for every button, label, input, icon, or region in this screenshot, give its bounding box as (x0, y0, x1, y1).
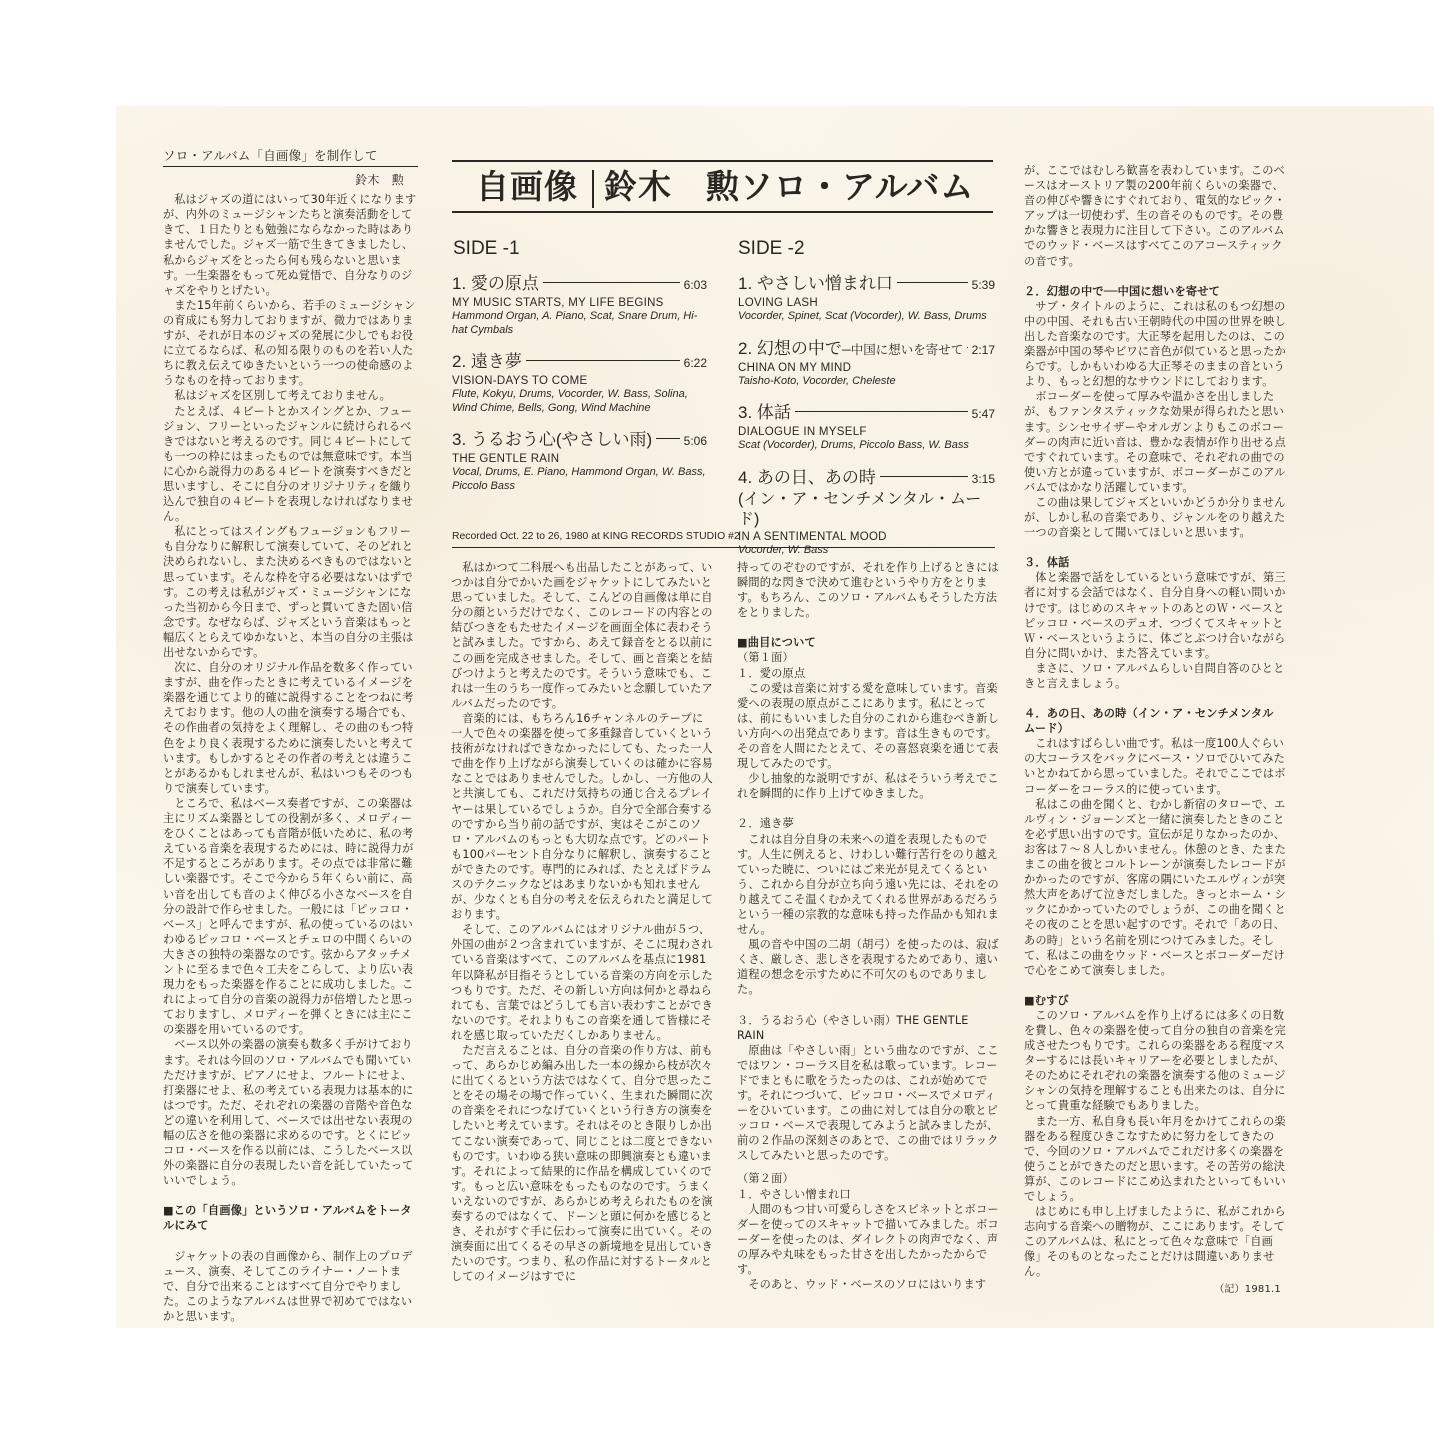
track-duration: 6:22 (683, 356, 707, 370)
track-duration: 2:17 (971, 342, 995, 357)
track-item (452, 429, 707, 493)
songs-heading: ■曲目について (737, 636, 816, 650)
track-duration: 5:47 (971, 407, 995, 421)
side-2-tracklist (738, 273, 995, 571)
closing-paragraph: はじめにも申し上げましたように、私がこれから志向する音楽への贈物が、ここにあります。そしてこのアルバムは、私にとって色々な意味で「自画像」そのものとなったことだけは間違いありません。 (1024, 1205, 1286, 1279)
song-note: ボコーダーを使って厚みや温かさを出しましたが、もファンタスティックな効果が得られたと思います。シンセサイザーやオルガンよりもこのボコーダーの肉声に近い音は、豊かな表情が作り出せる点ですぐれています。その意味で、それぞれの曲での使い方とが違っていますが、ボコーダーがこのアルバムではかなり活躍しています。 (1024, 390, 1286, 494)
signature-date: （記）1981.1 (1214, 1283, 1281, 1295)
track-title: 4. あの日、あの時 (738, 467, 876, 487)
song-heading: ２．幻想の中で──中国に想いを寄せて (1024, 284, 1221, 298)
essay-left-column (163, 148, 418, 1324)
title-divider (592, 170, 594, 208)
track-instruments: Scat (Vocorder), Drums, Piccolo Bass, W. Bass (738, 439, 969, 451)
track-subtitle: (イン・ア・センチメンタル・ムード) (738, 490, 982, 528)
song-note: そのあと、ウッド・ベースのソロにはいります (748, 1278, 987, 1292)
essay-paragraph: ベース以外の楽器の演奏も数多く手がけております。それは今回のソロ・アルバムでも聞いていただけますが、ピアノにせよ、フルートにせよ、打楽器にせよ、私の考えている表現力は基本的にはつです。ただ、それぞれの楽器の音階や音色などの違いを利用して、ベースでは出せない表現の幅の広さを他の楽器に求めるのです。とくにピッコロ・ベースを作る以前には、こうしたベース以外の楽器に自分の表現したい音を託していたっていいでしょう。 (163, 1038, 414, 1188)
essay-paragraph: 私にとってはスイングもフュージョンもフリーも自分なりに解釈して演奏していて、そのどれと決められないし、また決めるべきものではないと思っています。そんな枠を守る必要はないはずです。この考えは私がジャズ・ミュージシャンになった当初から今日まで、ずっと貫いてきた固い信念です。なぜならば、ジャズという音楽はもっと幅広くとらえてゆかないと、本当の自分の主張は出せないからです。 (163, 525, 414, 659)
essay-paragraph: たとえば、４ビートとかスイングとか、フュージョン、フリーといったジャンルに続けられるべきではないと考えるのです。同じ４ビートにしても一つの枠にはまったものでは無意味です。本当に心から説得力のある４ビートを演奏すべきだと思いますし、そこに自分のオリジナリティを織り込んで独自の４ビートを表現しなければなりません。 (163, 404, 414, 524)
track-english-title: IN A SENTIMENTAL MOOD (738, 530, 887, 543)
song-heading: ３．うるおう心（やさしい雨）THE GENTLE RAIN (737, 1013, 969, 1042)
song-note: 体と楽器で話をしているという意味ですが、第三者に対する会話ではなく、自分自身への軽い問いかけです。はじめのスキャットのあとのＷ・ベースとピッコロ・ベースのデュオ、つづくてスキャットとＷ・ベースというように、体ごとぶつけ合いながら自分に問いかけ、また答えています。 (1024, 571, 1286, 660)
album-title-artist: 鈴木 勲ソロ・アルバム (604, 167, 975, 206)
track-title: 3. うるおう心(やさしい雨) (452, 430, 653, 449)
track-english-title: THE GENTLE RAIN (452, 453, 560, 465)
song-note: 人間のもつ甘い可愛らしさをスピネットとボコーダーを使ってのスキャットで描いてみました。ボコーダーを使ったのは、ダイレクトの肉声でなく、声の厚みや丸味をもった甘さを出したかったからです。 (737, 1202, 999, 1277)
essay-paragraph: ところで、私はベース奏者ですが、この楽器は主にリズム楽器としての役割が多く、メロディーをひくことはあっても音階が低いために、私の考えている音楽を表現するためには、時に説得力が不足するところがあります。その点では非常に難しい楽器です。そこで今から５年くらい前に、高い音を出しても音のよく伸びる小さなベースを自分の設計で作らせました。一般には「ピッコロ・ベース」と呼んでますが、私の使っているのはいわゆるピッコロ・ベースとチェロの中間くらいの大きさの独特の楽器なのです。弦からアタッチメントに至るまで色々工夫をこらして、より広い表現力をもった楽器を作ることに成功しました。これによって自分の音楽の説得力が倍増したと思っておりますし、メロディーを弾くときには主にこの楽器を用いているのです。 (163, 796, 414, 1037)
track-duration: 6:03 (683, 278, 707, 292)
song-heading: ４．あの日、あの時（イン・ア・センチメンタル ムード） (1024, 707, 1274, 736)
essay-paragraph: 音楽的には、もちろん16チャンネルのテープに一人で色々の楽器を使って多重録音していくという技術がなければできなかったにしても、たった一人で曲を作り上げながら演奏していくのは確かに容易なことではありませんでした。しかし、一方他の人と共演しても、これだけ気持ちの通じ合えるプレイヤーは果しているでしょうか。自分で全部合奏するのですから当り前の話ですが、実はそこがこのソロ・アルバムのもっとも大切な点です。どのパートも100パーセント自分なりに解釈し、演奏することができたのです。専門的にみれば、たとえばドラムスのテクニックなどはあまりないかも知れませんが、少なくとも自分の考えを伝えられたと満足しております。 (451, 711, 713, 922)
track-english-title: LOVING LASH (738, 297, 818, 309)
album-title-main: 自画像 (476, 167, 578, 206)
track-instruments: Vocorder, Spinet, Scat (Vocorder), W. Bass, Drums (738, 310, 987, 322)
essay-paragraph: 私はジャズを区別して考えておりません。 (174, 389, 391, 403)
track-instruments: Flute, Kokyu, Drums, Vocorder, W. Bass, Solina, Wind Chime, Bells, Gong, Wind Machine (452, 388, 688, 414)
song-note: まさに、ソロ・アルバムらしい自問自答のひとときと言えましょう。 (1024, 661, 1285, 690)
essay-paragraph: ただ言えることは、自分の音楽の作り方は、前もって、あらかじめ編み出した一本の線から枝が次々に出てくるという方法ではなくて、自分で思ったことをその場その場で作っていく、生まれた瞬間に次の音楽をそれにつなげていくという行き方の演奏をしたいと考えています。それはそのとき限りしか出てこない演奏であって、同じことは二度とできないものです。いわゆる狭い意味の即興演奏とも違います。それによって結果的に作品を構成していくのです。もっと広い意味をもったものなのです。うまくいえないのですが、あらかじめ考えられたものを演奏するのではなくて、ドーンと頭に何かを感じるとき、それがすぐ手に伝わって演奏に出ていく。その演奏面に出てくるその早さの新境地を見出していきたいのです。つまり、私の作品に対するトータルとしてのイメージはすでに (451, 1044, 713, 1284)
closing-paragraph: また一方、私自身も長い年月をかけてこれらの楽器をある程度ひきこなすために努力をしてきたので、今回のソロ・アルバムでこれだけ多くの楽器を使うことができたのだと思います。その苦労の総決算が、このレコードにこめ込まれたといってもいいでしょう。 (1024, 1114, 1286, 1203)
song-note: 私はこの曲を聞くと、むかし新宿のタローで、エルヴィン・ジョーンズと一緒に演奏したときのことを必ず思い出すのです。宣伝が足りなかったのか、お客は７～８人しかいません。休憩のとき、たまたまこの曲を彼とコルトレーンが演奏したレコードがかかったのですが、客席の隅にいたエルヴィンが突然大声をあげて泣きだしました。きっとホーム・シックにかかっていたのでしょうが、この曲を聞くとその夜のことを思い起すのです。それで「あの日、あの時」という名前を別につけてみました。そして、私はこの曲をウッド・ベースとボコーダーだけで心をこめて演奏しました。 (1024, 797, 1287, 977)
track-item (452, 351, 707, 415)
side-1-heading: SIDE -1 (453, 238, 520, 259)
track-title: 1. 愛の原点 (452, 274, 539, 293)
essay-paragraph: そして、このアルバムにはオリジナル曲が５つ、外国の曲が２つ含まれていますが、そこに現わされている音楽はすべて、このアルバムを基点に1981年以降私が目指そうとしている音楽の方向を示したつもりです。ただ、その新しい方向は何かと尋ねられても、言葉ではどうしても言い表わすことができないのです。それよりもこの音楽を通して皆様にそれを感じ取っていただくしかありません。 (451, 923, 713, 1042)
track-title-sub: ─中国に想いを寄せて (841, 342, 964, 357)
essay-author: 鈴木 勲 (355, 173, 404, 188)
track-duration: 5:39 (971, 278, 995, 292)
essay-middle-column-2 (737, 560, 999, 1292)
recording-credit: Recorded Oct. 22 to 26, 1980 at KING RECORDS STUDIO #2 (452, 530, 995, 548)
track-instruments: Vocal, Drums, E. Piano, Hammond Organ, W. Bass, Piccolo Bass (452, 466, 706, 492)
track-instruments: Hammond Organ, A. Piano, Scat, Snare Drum, Hi-hat Cymbals (452, 310, 698, 336)
side-1-tracklist (452, 273, 707, 507)
side-2-heading: SIDE -2 (738, 238, 805, 259)
side-label: （第２面） (737, 1172, 794, 1186)
track-english-title: DIALOGUE IN MYSELF (738, 426, 867, 438)
song-heading: ２．遠き夢 (737, 817, 794, 831)
track-instruments: Vocorder, W. Bass (738, 543, 829, 556)
track-instruments: Taisho-Koto, Vocorder, Cheleste (738, 374, 896, 387)
track-duration: 5:06 (683, 434, 707, 448)
track-english-title: MY MUSIC STARTS, MY LIFE BEGINS (452, 297, 664, 309)
track-item (452, 273, 707, 337)
track-english-title: VISION-DAYS TO COME (452, 375, 588, 387)
song-note: これは自分自身の未来への道を表現したものです。人生に例えると、けわしい難行苦行をのり越えていった暁に、ついにはご来光が見えてくるという、これから自分が立ち向う遠い先には、それをのり越えてこそ温くむかえてくれる世界があるだろうという一種の宗教的な意味も持った作品かも知れません。 (737, 832, 999, 937)
closing-heading: ■むすび (1024, 993, 1069, 1007)
track-item (738, 402, 995, 453)
song-note: サブ・タイトルのように、これは私のもつ幻想の中の中国、それも古い王朝時代の中国の世界を映し出した音楽なのです。大正琴を起用したのは、この楽器が中国の琴やビワに音色が似ていると思ったからです。しかもいわゆる大正琴そのままの音というより、もっと幻想的なサウンドにしております。 (1024, 299, 1286, 389)
song-heading: ３．体話 (1024, 556, 1070, 570)
track-title: 2. 遠き夢 (452, 352, 522, 371)
essay-heading: ソロ・アルバム「自画像」を制作して (163, 148, 418, 167)
track-title: 1. やさしい憎まれ口 (738, 274, 893, 293)
essay-paragraph: また15年前くらいから、若手のミュージシャンの育成にも努力しておりますが、微力ではありますが、それが日本のジャズの発展に少しでもお役に立てるならば、私の知る限りのものを若い人たちに教え伝えてゆきたいという一つの使命感のようなものを持っております。 (163, 298, 416, 388)
essay-paragraph: 私はかつて二科展へも出品したことがあって、いつかは自分でかいた画をジャケットにしてみたいと思っていました。そして、こんどの自画像は単に自分の顔というだけでなく、このレコードの内容との結びつきをもたせたイメージを画面全体に表わそうと試みました。ですから、あえて録音をとる以前にこの画を完成させました。そして、画と音楽とを結びつけようと考えたのです。そういう意味でも、これは一生のうち一度作ってみたいと念願していたアルバムだったのです。 (451, 561, 713, 710)
section-heading-total: ■この「自画像」というソロ・アルバムをトータルにみて (163, 1204, 412, 1233)
track-title: 3. 体話 (738, 403, 791, 422)
song-note: が、ここではむしろ歓喜を表わしています。このベースはオーストリア製の200年前くらいの楽器で、音の伸びや響きにすぐれており、電気的なピック・アップは一切使わず、生の音そのものです。その豊かな響きと表現力に注目して下さい。このアルバムでのウッド・ベースはすべてこのアコースティックの音です。 (1024, 164, 1286, 268)
song-note: 少し抽象的な説明ですが、私はそういう考えでこれを瞬間的に作り上げてゆきました。 (737, 772, 999, 801)
essay-middle-column-1 (451, 560, 713, 1285)
essay-paragraph: 持ってのぞむのですが、それを作り上げるときには瞬間的な閃きで決めて進むというやり方をとります。もちろん、このソロ・アルバムもそうした方法をとりました。 (737, 561, 999, 620)
song-heading: １．愛の原点 (737, 666, 806, 680)
album-title (452, 160, 993, 213)
track-duration: 3:15 (971, 471, 995, 486)
song-note: この愛は音楽に対する愛を意味しています。音楽愛への表現の原点がここにあります。私にとっては、前にもいいました自分のこれから進むべき新しい方向への出発点であります。音は生きものです。その音を人間にたとえて、その喜怒哀楽を通じて表現してみたのです。 (737, 681, 999, 771)
song-note: この曲は果してジャズといいかどうか分りませんが、しかし私の音楽であり、ジャンルをのり越えた一つの音楽として聞いてほしいと思います。 (1024, 495, 1286, 540)
song-heading: １．やさしい憎まれ口 (737, 1187, 851, 1201)
song-note: 原曲は「やさしい雨」という曲なのですが、ここではワン・コーラス目を私は歌っています。レコードでまともに歌をうたったのは、これが始めてです。それにつづいて、ピッコロ・ベースでメロディーをひいています。この曲に対しては自分の歌とピッコロ・ベースで表現してみようと試みましたが、前の２作品の深刻さのあとで、この曲ではリラックスしてみたいと思ったのです。 (737, 1043, 999, 1163)
essay-paragraph: 次に、自分のオリジナル作品を数多く作っていますが、曲を作ったときに考えているイメージを楽器を通じてより的確に説得することをつねに考えております。他の人の曲を演奏する場合でも、その作曲者の気持をよく理解し、その曲のもつ特色をより良く表現するために演奏したいと考えています。もしかするとその作者の考えとは違うことがあるかもしれませんが、私はいつもそのつもりで演奏しています。 (163, 661, 414, 795)
track-item (738, 273, 995, 324)
track-title: 2. 幻想の中で (738, 338, 842, 358)
essay-paragraph: 私はジャズの道にはいって30年近くになりますが、内外のミュージシャンたちと演奏活動をしてきて、１日たりとも勉強にならなかった時はありませんでした。ジャズ一筋で生きてきましたし、私からジャズをとったら何も残らないと思います。一生楽器をもって死ぬ覚悟で、自分なりのジャズをやりとげたい。 (163, 193, 417, 297)
track-english-title: CHINA ON MY MIND (738, 361, 852, 374)
closing-paragraph: このソロ・アルバムを作り上げるには多くの日数を費し、色々の楽器を使って自分の独自の音楽を完成させたつもりです。これらの楽器をある程度マスターするには長いキャリアーを必要としましたが、そのためにそれぞれの楽器を演奏する他のミュージシャンの気持を理解することも出来たのは、自分にとって貴重な経験でもありました。 (1024, 1008, 1286, 1113)
song-note: 風の音や中国の二胡（胡弓）を使ったのは、寂ばくさ、厳しさ、悲しさを表現するためであり、遠い道程の想念を示すために不可欠のものでありました。 (737, 938, 999, 997)
essay-paragraph: ジャケットの表の自画像から、制作上のプロデュース、演奏、そしてこのライナー・ノートまで、自分で出来ることはすべて自分でやりました。このようなアルバムは世界で初めてではないかと思います。 (163, 1249, 413, 1323)
track-item (738, 338, 995, 389)
song-note: これはすばらしい曲です。私は一度100人ぐらいの大コーラスをバックにベース・ソロでひいてみたいとかねてから思っていました。それでここではボコーダーをコーラス的に使っています。 (1024, 737, 1286, 796)
essay-right-column (1024, 163, 1287, 1297)
side-label: （第１面） (737, 651, 794, 665)
